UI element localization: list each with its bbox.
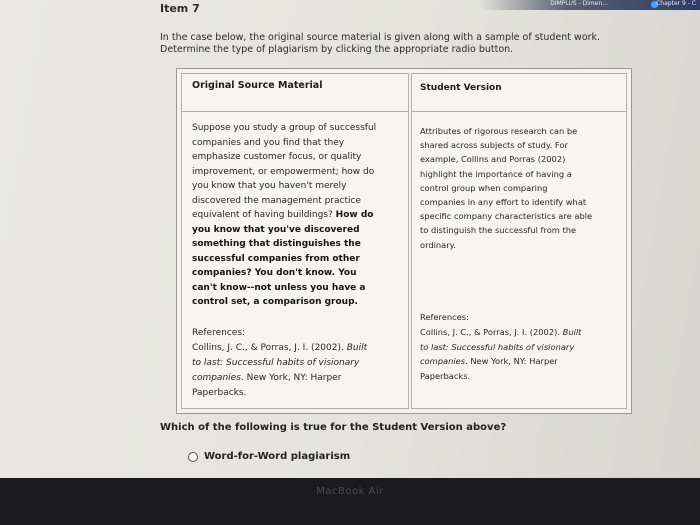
original-line [192, 208, 376, 223]
original-bold-line: successful companies from other [192, 253, 360, 264]
original-line: you know that you haven't merely [192, 181, 347, 191]
item-title: Item 7 [160, 2, 200, 15]
student-version-header [412, 74, 626, 112]
references-label: References: [420, 312, 469, 322]
original-source-header-label: Original Source Material [192, 80, 323, 91]
original-bold-line: companies? You don't know. You [192, 268, 357, 278]
student-references [420, 310, 581, 384]
instructions-line: In the case below, the original source material is given along with a sample of student work. [160, 32, 601, 43]
original-source-header [182, 74, 408, 112]
comparison-table [176, 68, 632, 414]
original-bold-line: can't know--not unless you have a [192, 282, 366, 293]
student-version-column [411, 73, 627, 409]
original-source-column [181, 73, 409, 409]
reference-title: Built [346, 343, 368, 353]
reference-line [192, 341, 367, 356]
original-line: Suppose you study a group of successful [192, 123, 377, 133]
student-line: shared across subjects of study. For [420, 140, 568, 151]
reference-line: Paperbacks. [420, 371, 471, 382]
reference-title: companies [192, 373, 241, 383]
student-version-text [420, 124, 592, 252]
student-line: ordinary. [420, 239, 457, 250]
original-line-bold: How do [335, 210, 374, 220]
reference-text: Collins, J. C., & Porras, J. I. (2002). [192, 343, 347, 353]
reference-title: Built [562, 326, 582, 337]
original-bold-line: something that distinguishes the [192, 239, 361, 249]
original-references [192, 326, 367, 401]
answer-option-word-for-word[interactable] [188, 451, 350, 462]
student-line: to distinguish the successful from the [420, 225, 577, 236]
reference-line: Paperbacks. [192, 388, 247, 398]
student-line: example, Collins and Porras (2002) [420, 154, 566, 165]
reference-line [192, 371, 367, 386]
original-line: companies and you find that they [192, 137, 345, 148]
radio-button[interactable] [188, 452, 198, 462]
reference-text: . New York, NY: Harper [240, 373, 342, 383]
reference-line [420, 354, 581, 369]
question-prompt: Which of the following is true for the Student Version above? [160, 422, 507, 433]
original-line: emphasize customer focus, or quality [192, 152, 362, 162]
original-line: improvement, or empowerment; how do [192, 166, 375, 177]
student-line: companies in any effort to identify what [420, 197, 587, 208]
student-line: highlight the importance of having a [420, 168, 572, 179]
laptop-bezel-label: MacBook Air [316, 486, 384, 497]
browser-tab-chapter[interactable]: Chapter 9 - C [656, 0, 696, 7]
student-line: Attributes of rigorous research can be [420, 126, 578, 136]
student-line: specific company characteristics are able [420, 211, 593, 222]
reference-title-line: to last: Successful habits of visionary [192, 358, 360, 368]
original-line-regular: equivalent of having buildings? [192, 210, 336, 220]
reference-line [420, 325, 581, 340]
original-bold-line: you know that you've discovered [192, 224, 360, 235]
student-line: control group when comparing [420, 182, 548, 193]
student-version-header-label: Student Version [420, 83, 502, 93]
reference-title: companies [420, 356, 466, 367]
original-bold-line: control set, a comparison group. [192, 297, 358, 307]
browser-tab-dimplus[interactable]: DIMPLUS - Dimen... [550, 0, 608, 7]
reference-text: Collins, J. C., & Porras, J. I. (2002). [420, 326, 563, 337]
answer-option-label[interactable]: Word-for-Word plagiarism [204, 451, 351, 462]
reference-title-line: to last: Successful habits of visionary [420, 341, 575, 352]
original-line: discovered the management practice [192, 195, 362, 206]
instructions-line: Determine the type of plagiarism by clicking the appropriate radio button. [160, 44, 514, 55]
references-label: References: [192, 328, 246, 338]
reference-text: . New York, NY: Harper [465, 356, 558, 367]
original-source-text [192, 121, 376, 310]
instructions [160, 32, 620, 56]
